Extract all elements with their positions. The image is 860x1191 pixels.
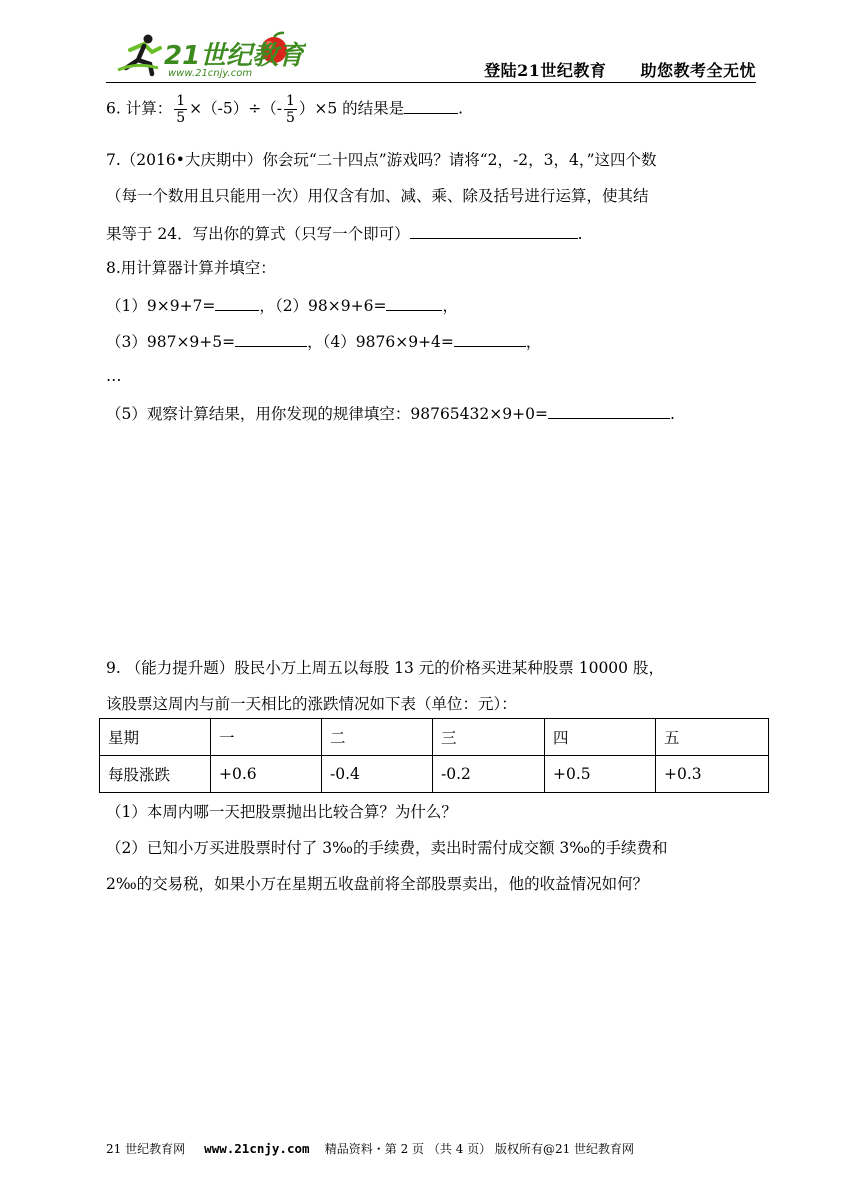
answer-blank (404, 97, 458, 114)
q8-row2: （3）987×9+5= ，（4）9876×9+4= ， (106, 330, 541, 352)
question-6: 6. 计算： $\frac{1}{5}$ ×（-5）÷（- $\frac{1}{5}$ ）×5 的结果是 . (106, 93, 464, 126)
table-cell: +0.5 (545, 756, 656, 793)
q8-title: 8.用计算器计算并填空： (106, 259, 276, 277)
q6-suffix: ）×5 的结果是 (298, 99, 405, 118)
q7-line1: 7.（2016•大庆期中）你会玩“二十四点”游戏吗？请将“2，-2，3，4，”这四个数 (106, 151, 657, 169)
q8-ellipsis: … (106, 367, 122, 385)
table-cell: 每股涨跌 (100, 756, 211, 793)
page-footer (106, 1140, 634, 1157)
answer-blank (235, 330, 307, 347)
table-cell: +0.6 (211, 756, 322, 793)
price-change-table (99, 718, 769, 793)
q9-line2: 该股票这周内与前一天相比的涨跌情况如下表（单位：元）： (106, 695, 517, 713)
table-cell: 四 (545, 719, 656, 756)
table-cell: 星期 (100, 719, 211, 756)
table-row (100, 756, 769, 793)
footer-url[interactable]: www.21cnjy.com (204, 1141, 310, 1156)
table-header-row (100, 719, 769, 756)
fraction-1: $\frac{1}{5}$ (176, 93, 186, 126)
answer-blank (548, 402, 670, 419)
table-cell: 三 (433, 719, 545, 756)
table-cell: -0.4 (322, 756, 433, 793)
svg-text:www.21cnjy.com: www.21cnjy.com (168, 68, 253, 79)
answer-blank (454, 330, 526, 347)
table-cell: +0.3 (656, 756, 769, 793)
page-header (106, 30, 756, 80)
21cnjy-logo (106, 30, 306, 80)
answer-blank (215, 294, 259, 311)
answer-blank (410, 222, 578, 239)
footer-info: 精品资料・第 2 页 （共 4 页） 版权所有@21 世纪教育网 (324, 1142, 635, 1156)
header-slogan (456, 58, 756, 81)
answer-blank (386, 294, 442, 311)
table-cell: 二 (322, 719, 433, 756)
q7-line2: （每一个数用且只能用一次）用仅含有加、减、乘、除及括号进行运算，使其结 (106, 187, 649, 205)
running-figure-icon (118, 35, 160, 75)
q9-sub2-line2: 2‰的交易税，如果小万在星期五收盘前将全部股票卖出，他的收益情况如何？ (106, 875, 649, 893)
footer-site: 21 世纪教育网 (106, 1142, 186, 1156)
q7-line3: 果等于 24．写出你的算式（只写一个即可） . (106, 222, 583, 244)
q9-line1: 9. （能力提升题）股民小万上周五以每股 13 元的价格买进某种股票 10000 股， (106, 659, 664, 677)
q9-sub2-line1: （2）已知小万买进股票时付了 3‰的手续费，卖出时需付成交额 3‰的手续费和 (106, 839, 668, 857)
svg-text:21世纪教育: 21世纪教育 (164, 41, 305, 71)
header-divider (106, 82, 756, 83)
q8-row1: （1）9×9+7= ，（2）98×9+6= ， (106, 294, 458, 316)
table-cell: -0.2 (433, 756, 545, 793)
q8-row3: （5）观察计算结果，用你发现的规律填空：98765432×9+0= . (106, 402, 675, 424)
table-cell: 五 (656, 719, 769, 756)
table-cell: 一 (211, 719, 322, 756)
slogan-right: 助您教考全无忧 (640, 61, 756, 80)
q6-prefix: 6. 计算： (106, 99, 173, 118)
q9-sub1: （1）本周内哪一天把股票抛出比较合算？为什么？ (106, 803, 457, 821)
q6-mid: ×（-5）÷（- (189, 99, 282, 118)
fraction-2: $\frac{1}{5}$ (285, 93, 295, 126)
slogan-left: 登陆21世纪教育 (484, 61, 607, 80)
